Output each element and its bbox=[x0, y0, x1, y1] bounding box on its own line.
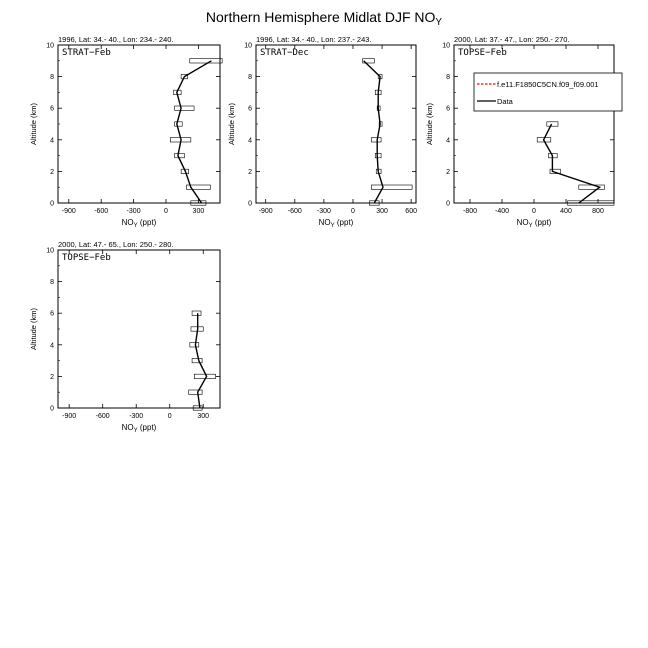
x-axis-label-subscript: Y bbox=[133, 223, 138, 229]
x-axis-label-subscript: Y bbox=[528, 223, 533, 229]
error-box bbox=[175, 153, 185, 157]
x-axis-label-subscript: Y bbox=[133, 428, 138, 434]
y-axis-label: Altitude (km) bbox=[227, 102, 236, 146]
x-axis-label-unit: (ppt) bbox=[532, 218, 552, 227]
error-box bbox=[175, 122, 183, 126]
y-tick-label: 10 bbox=[46, 42, 54, 50]
y-tick-label: 4 bbox=[50, 137, 54, 145]
data-profile-line bbox=[195, 313, 206, 408]
x-tick-label: -300 bbox=[126, 208, 141, 215]
y-tick-label: 0 bbox=[446, 200, 450, 208]
x-axis-label bbox=[517, 218, 552, 229]
x-tick-label: -600 bbox=[95, 413, 110, 420]
x-axis-label-unit: (ppt) bbox=[137, 218, 157, 227]
x-tick-label: -600 bbox=[94, 208, 109, 215]
data-profile-line bbox=[544, 124, 600, 203]
data-profile-line bbox=[177, 61, 212, 203]
error-box bbox=[192, 358, 202, 362]
y-axis-label: Altitude (km) bbox=[29, 307, 38, 351]
x-tick-label: 300 bbox=[376, 208, 388, 215]
series-data bbox=[363, 59, 412, 206]
x-tick-label: 800 bbox=[592, 208, 604, 215]
series-data bbox=[189, 311, 216, 410]
x-axis-label bbox=[122, 423, 157, 434]
panel-label: TOPSE−Feb bbox=[62, 253, 111, 263]
y-axis-label: Altitude (km) bbox=[425, 102, 434, 146]
series-data bbox=[537, 122, 614, 205]
y-tick-label: 6 bbox=[50, 310, 54, 318]
y-tick-label: 8 bbox=[446, 74, 450, 82]
x-tick-label: -900 bbox=[61, 208, 76, 215]
y-tick-label: 10 bbox=[442, 42, 450, 50]
legend-entry: Data bbox=[497, 97, 513, 106]
error-box bbox=[371, 138, 381, 142]
x-tick-label: -400 bbox=[494, 208, 510, 215]
error-box bbox=[175, 106, 194, 110]
error-box bbox=[371, 185, 412, 189]
x-tick-label: -900 bbox=[62, 413, 77, 420]
y-axis-label: Altitude (km) bbox=[29, 102, 38, 146]
panel-header: 2000, Lat: 47.- 65., Lon: 250.- 280. bbox=[58, 240, 174, 249]
error-box bbox=[192, 311, 201, 315]
x-axis-label-unit: (ppt) bbox=[137, 423, 157, 432]
figure-title-subscript: Y bbox=[435, 17, 443, 28]
chart-panel-3 bbox=[425, 35, 622, 229]
figure-title bbox=[206, 9, 443, 28]
x-tick-label: -900 bbox=[258, 208, 273, 215]
x-tick-label: 400 bbox=[560, 208, 572, 215]
y-tick-label: 6 bbox=[446, 105, 450, 113]
y-tick-label: 0 bbox=[50, 200, 54, 208]
x-axis-label bbox=[122, 218, 157, 229]
y-tick-label: 8 bbox=[50, 74, 54, 82]
y-tick-label: 4 bbox=[50, 342, 54, 350]
y-tick-label: 4 bbox=[446, 137, 450, 145]
legend bbox=[474, 73, 622, 111]
chart-panel-1 bbox=[29, 35, 222, 229]
panel-label: STRAT−Dec bbox=[260, 48, 309, 58]
x-axis-label-main: NO bbox=[121, 423, 134, 432]
y-tick-label: 4 bbox=[248, 137, 252, 145]
y-tick-label: 8 bbox=[50, 279, 54, 287]
x-axis-label-main: NO bbox=[516, 218, 529, 227]
error-box bbox=[190, 343, 199, 347]
x-tick-label: 0 bbox=[351, 208, 355, 215]
x-tick-label: 600 bbox=[405, 208, 417, 215]
y-tick-label: 10 bbox=[244, 42, 252, 50]
error-box bbox=[194, 374, 215, 378]
panel-header: 1996, Lat: 34.- 40., Lon: 237.- 243. bbox=[256, 35, 372, 44]
y-tick-label: 6 bbox=[248, 105, 252, 113]
y-tick-label: 2 bbox=[446, 168, 450, 176]
x-axis-label-main: NO bbox=[121, 218, 134, 227]
x-tick-label: 300 bbox=[197, 413, 210, 420]
y-tick-label: 2 bbox=[50, 168, 54, 176]
panel-frame bbox=[454, 45, 614, 203]
panel-label: STRAT−Feb bbox=[62, 48, 111, 58]
x-tick-label: 0 bbox=[164, 208, 168, 215]
error-box bbox=[547, 122, 558, 126]
y-tick-label: 8 bbox=[248, 74, 252, 82]
x-tick-label: -600 bbox=[287, 208, 302, 215]
error-box bbox=[190, 59, 222, 63]
x-tick-label: -300 bbox=[129, 413, 144, 420]
x-axis-label-main: NO bbox=[318, 218, 331, 227]
x-tick-label: 0 bbox=[167, 413, 172, 420]
figure-title-main: Northern Hemisphere Midlat DJF NO bbox=[205, 9, 436, 25]
data-profile-line bbox=[364, 61, 383, 203]
y-tick-label: 0 bbox=[248, 200, 252, 208]
panel-header: 2000, Lat: 37.- 47., Lon: 250.- 270. bbox=[454, 35, 570, 44]
y-tick-label: 10 bbox=[46, 247, 54, 255]
x-tick-label: 300 bbox=[192, 208, 205, 215]
legend-entry: f.e11.F1850C5CN.f09_f09.001 bbox=[497, 80, 599, 89]
x-axis-label-subscript: Y bbox=[330, 223, 335, 229]
panel-label: TOPSE−Feb bbox=[458, 48, 507, 58]
panel-frame bbox=[58, 45, 220, 203]
series-data bbox=[170, 59, 222, 206]
x-axis-label-unit: (ppt) bbox=[334, 218, 354, 227]
y-tick-label: 6 bbox=[50, 105, 54, 113]
x-tick-label: 0 bbox=[532, 208, 536, 215]
y-tick-label: 2 bbox=[50, 373, 54, 381]
error-box bbox=[375, 153, 381, 157]
panel-frame bbox=[58, 250, 220, 408]
chart-panel-4 bbox=[29, 240, 220, 434]
panels bbox=[29, 35, 622, 434]
x-tick-label: -800 bbox=[462, 208, 478, 215]
error-box bbox=[189, 390, 202, 394]
chart-panel-2 bbox=[227, 35, 417, 229]
panel-frame bbox=[256, 45, 416, 203]
y-tick-label: 2 bbox=[248, 168, 252, 176]
x-tick-label: -300 bbox=[316, 208, 331, 215]
panel-header: 1996, Lat: 34.- 40., Lon: 234.- 240. bbox=[58, 35, 174, 44]
x-axis-label bbox=[319, 218, 354, 229]
y-tick-label: 0 bbox=[50, 405, 54, 413]
